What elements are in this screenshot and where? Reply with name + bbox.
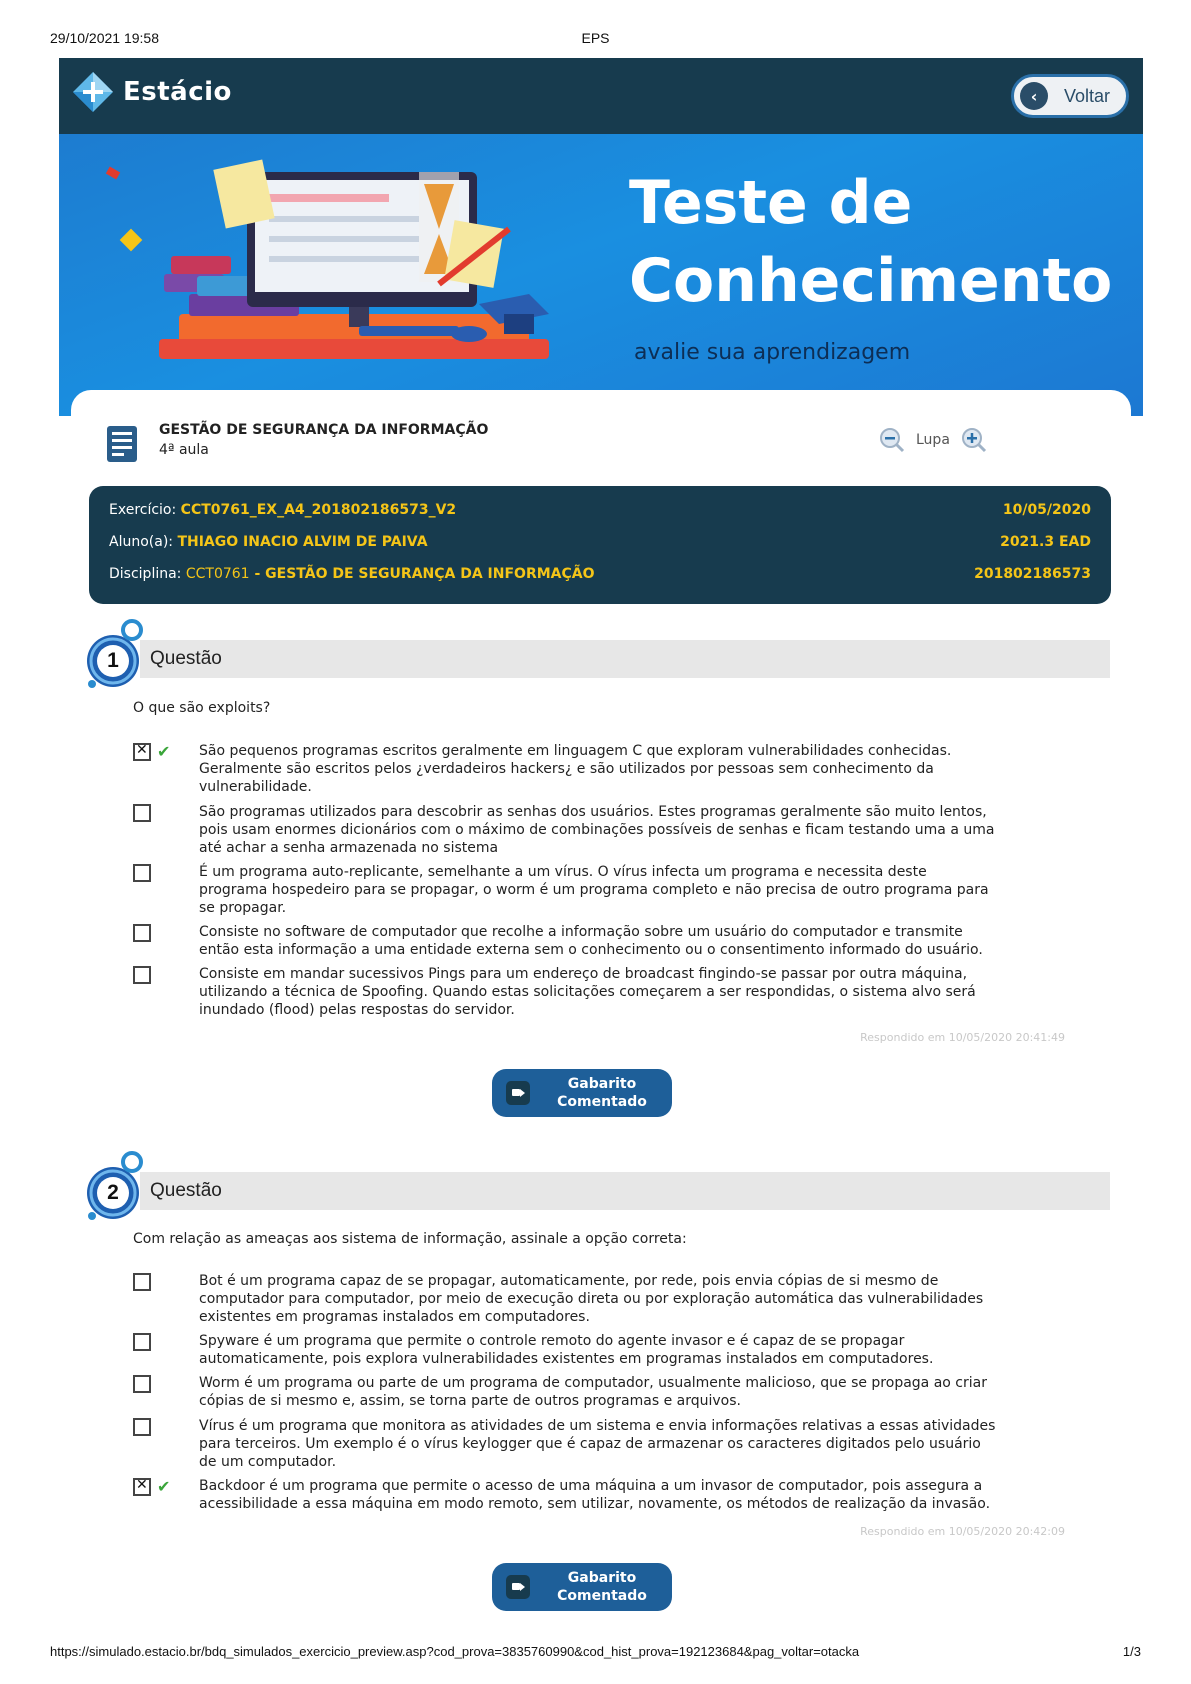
student-value: THIAGO INACIO ALVIM DE PAIVA — [177, 534, 428, 550]
student-label: Aluno(a): — [109, 534, 178, 550]
checkbox[interactable] — [133, 743, 151, 761]
chevron-left-icon: ‹ — [1020, 82, 1048, 110]
option-line: Worm é um programa ou parte de um programa de computador, usualmente malicioso, que se propaga ao criar — [199, 1375, 987, 1391]
checkbox[interactable] — [133, 1478, 151, 1496]
option-line: então esta informação a uma entidade externa sem o conhecimento ou o consentimento informado do usuário. — [199, 942, 983, 958]
checkbox[interactable] — [133, 864, 151, 882]
option-text — [199, 965, 1069, 1019]
discipline-label: Disciplina: — [109, 566, 186, 582]
option-line: É um programa auto-replicante, semelhante a um vírus. O vírus infecta um programa e necessita deste — [199, 864, 927, 880]
info-row-student — [109, 534, 1091, 554]
option-text — [199, 803, 1069, 857]
option-line: se propagar. — [199, 900, 287, 916]
option-text — [199, 742, 1069, 796]
checkbox[interactable] — [133, 924, 151, 942]
question-number: 2 — [97, 1177, 129, 1209]
video-camera-icon — [506, 1575, 530, 1599]
back-button-label: Voltar — [1064, 85, 1111, 106]
exercise-label: Exercício: — [109, 502, 181, 518]
gabarito-comentado-button[interactable] — [492, 1069, 672, 1117]
option-text — [199, 863, 1069, 917]
checkbox[interactable] — [133, 1418, 151, 1436]
option-line: Vírus é um programa que monitora as atividades de um sistema e envia informações relativas a essas atividades — [199, 1418, 996, 1434]
answered-timestamp: Respondido em 10/05/2020 20:42:09 — [860, 1525, 1065, 1538]
checkbox[interactable] — [133, 1273, 151, 1291]
option-line: programa hospedeiro para se propagar, o worm é um programa completo e não precisa de outro programa para — [199, 882, 989, 898]
button-label — [542, 1075, 662, 1111]
option-line: Bot é um programa capaz de se propagar, automaticamente, por rede, pois envia cópias de si mesmo de — [199, 1273, 939, 1289]
document-icon — [105, 424, 139, 464]
video-camera-icon — [506, 1081, 530, 1105]
checkbox[interactable] — [133, 1333, 151, 1351]
option-text — [199, 923, 1069, 959]
button-label-line1: Gabarito — [567, 1570, 637, 1586]
exercise-date: 10/05/2020 — [1002, 502, 1091, 518]
discipline-name: GESTÃO DE SEGURANÇA DA INFORMAÇÃO — [265, 566, 595, 582]
question-2-header — [80, 1150, 1110, 1230]
study-illustration — [79, 144, 599, 394]
exercise-value: CCT0761_EX_A4_201802186573_V2 — [180, 502, 457, 518]
print-title: EPS — [581, 30, 610, 46]
course-lesson: 4ª aula — [159, 442, 209, 458]
banner-subtitle: avalie sua aprendizagem — [634, 340, 911, 365]
estacio-logo[interactable] — [71, 70, 232, 114]
button-label-line1: Gabarito — [567, 1076, 637, 1092]
info-row-exercise — [109, 502, 1091, 522]
discipline-separator: - — [249, 566, 266, 582]
banner-title-line1: Teste de — [629, 168, 913, 238]
option-line: de um computador. — [199, 1454, 337, 1470]
option-line: computador para computador, por meio de execução direta ou por exploração automática das vulnerabilidades — [199, 1291, 984, 1307]
option-text — [199, 1417, 1069, 1471]
option-line: utilizando a técnica de Spoofing. Quando estas solicitações começarem a ser respondidas, o sistema alvo será — [199, 984, 976, 1000]
question-bar — [140, 1172, 1110, 1210]
zoom-label: Lupa — [916, 432, 950, 448]
button-label-line2: Comentado — [557, 1094, 647, 1110]
course-name: GESTÃO DE SEGURANÇA DA INFORMAÇÃO — [159, 422, 489, 438]
question-bar — [140, 640, 1110, 678]
zoom-out-icon[interactable] — [878, 426, 906, 454]
option-line: pois usam enormes dicionários com o máximo de combinações possíveis de senhas e ficam testando uma a uma — [199, 822, 995, 838]
button-label — [542, 1569, 662, 1605]
option-line: automaticamente, pois explora vulnerabilidades existentes em programas instalados em computadores. — [199, 1351, 934, 1367]
option-line: São pequenos programas escritos geralmente em linguagem C que exploram vulnerabilidades conhecidas. — [199, 743, 952, 759]
info-row-discipline — [109, 566, 1091, 586]
correct-check-icon: ✔ — [157, 742, 171, 761]
option-line: acessibilidade a essa máquina em modo remoto, sem utilizar, novamente, os métodos de realização da invasão. — [199, 1496, 991, 1512]
gabarito-comentado-button[interactable] — [492, 1563, 672, 1611]
print-page-number: 1/3 — [1122, 1644, 1141, 1659]
zoom-controls — [878, 426, 988, 454]
estacio-logo-icon — [71, 70, 115, 114]
option-line: São programas utilizados para descobrir as senhas dos usuários. Estes programas geralmente são muito lentos, — [199, 804, 987, 820]
option-line: para terceiros. Um exemplo é o vírus keylogger que é capaz de armazenar os caracteres digitados pelo usuário — [199, 1436, 981, 1452]
hero-banner — [59, 134, 1143, 416]
option-line: inundado (flood) pelas respostas do servidor. — [199, 1002, 515, 1018]
option-text — [199, 1332, 1069, 1368]
exercise-info-box — [89, 486, 1111, 604]
option-line: até achar a senha armazenada no sistema — [199, 840, 499, 856]
question-2-text: Com relação as ameaças aos sistema de informação, assinale a opção correta: — [133, 1231, 687, 1247]
option-text — [199, 1374, 1069, 1410]
button-label-line2: Comentado — [557, 1588, 647, 1604]
top-bar — [59, 58, 1143, 134]
option-line: Spyware é um programa que permite o controle remoto do agente invasor e é capaz de se propagar — [199, 1333, 905, 1349]
discipline-code: CCT0761 — [185, 566, 250, 582]
print-datetime: 29/10/2021 19:58 — [50, 30, 159, 46]
print-url: https://simulado.estacio.br/bdq_simulados_exercicio_preview.asp?cod_prova=3835760990&cod_hist_prova=192123684&pag_voltar=otacka — [50, 1644, 860, 1659]
option-text — [199, 1272, 1069, 1326]
period-value: 2021.3 EAD — [1000, 534, 1091, 550]
option-line: vulnerabilidade. — [199, 779, 312, 795]
banner-title — [629, 164, 1112, 320]
option-line: cópias de si mesmo e, assim, se torna parte de outros programas e arquivos. — [199, 1393, 741, 1409]
correct-check-icon: ✔ — [157, 1477, 171, 1496]
question-1-header — [80, 618, 1110, 698]
option-text — [199, 1477, 1069, 1513]
checkbox[interactable] — [133, 966, 151, 984]
option-line: existentes em programas instalados em computadores. — [199, 1309, 590, 1325]
question-1-text: O que são exploits? — [133, 700, 271, 716]
option-line: Consiste em mandar sucessivos Pings para um endereço de broadcast fingindo-se passar por outra máquina, — [199, 966, 968, 982]
checkbox[interactable] — [133, 1375, 151, 1393]
option-line: Backdoor é um programa que permite o acesso de uma máquina a um invasor de computador, pois assegura a — [199, 1478, 983, 1494]
logo-text: Estácio — [123, 77, 232, 107]
back-button[interactable] — [1011, 74, 1129, 118]
zoom-in-icon[interactable] — [960, 426, 988, 454]
checkbox[interactable] — [133, 804, 151, 822]
registration-value: 201802186573 — [974, 566, 1091, 582]
option-line: Geralmente são escritos pelos ¿verdadeiros hackers¿ e são utilizados por pessoas sem conhecimento da — [199, 761, 934, 777]
print-header — [0, 0, 1191, 46]
question-title: Questão — [150, 648, 222, 669]
answered-timestamp: Respondido em 10/05/2020 20:41:49 — [860, 1031, 1065, 1044]
banner-title-line2: Conhecimento — [629, 246, 1113, 316]
option-line: Consiste no software de computador que recolhe a informação sobre um usuário do computador e transmite — [199, 924, 963, 940]
question-title: Questão — [150, 1180, 222, 1201]
question-number: 1 — [97, 645, 129, 677]
